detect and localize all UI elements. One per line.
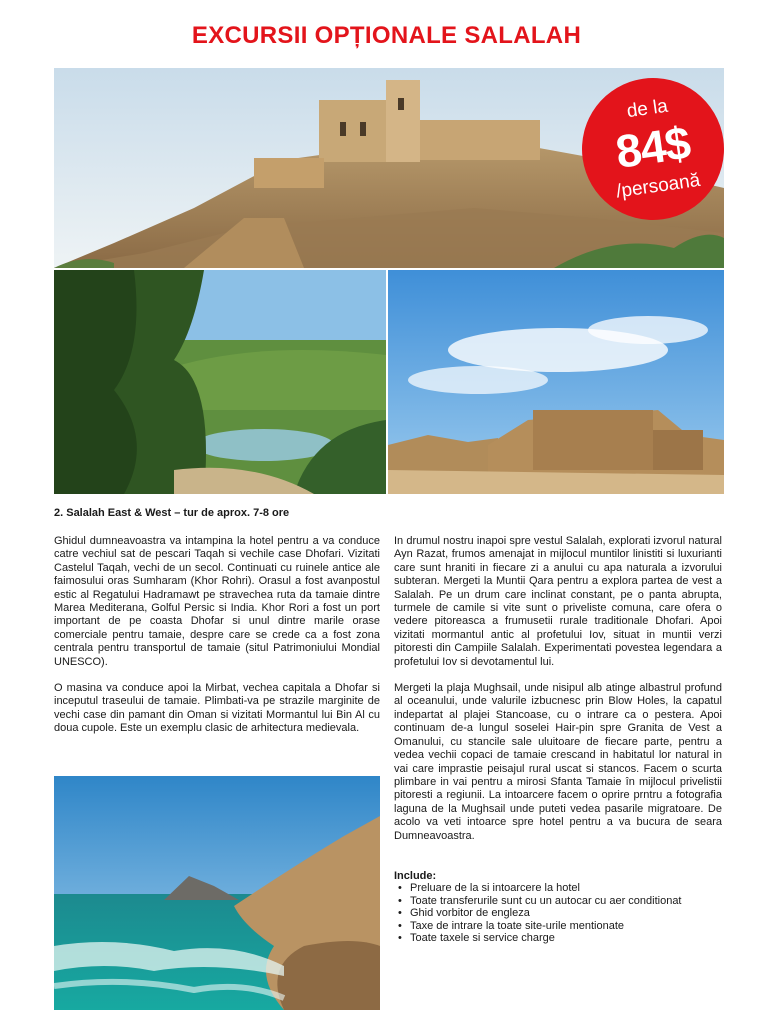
paragraph: O masina va conduce apoi la Mirbat, vechea capitala a Dhofar si inceputul traseului de tamaie. Plimbati-va pe strazile marginite de vechi case din pamant din Oman si vizitati Mormantul lui Bin Al cu doua cupole. Este un exemplu clasic de arhitectura medievala. bbox=[54, 682, 380, 735]
page-title: EXCURSII OPȚIONALE SALALAH bbox=[191, 22, 582, 49]
right-column bbox=[394, 535, 722, 856]
sumharam-ruins-photo bbox=[388, 270, 724, 494]
green-valley-photo bbox=[54, 270, 386, 494]
paragraph: Mergeti la plaja Mughsail, unde nisipul alb atinge albastrul profund al oceanului, unde valurile izbucnesc prin Blow Holes, la capatul indepartat al plajei Stancoase, cu o intrare ca o pestera. Apoi continuam de-a lungul soselei Hair-pin spre Granita de Vest a Omanului, cu stancile sale uluitoare de fiecare parte, pentru a vedea vechii copaci de tamaie crescand in habitatul lor natural in vai care imprastie peisajul rural uscat si stancos. Facem o scurta plimbare in vai pentru a mirosi Sfanta Tamaie în mijlocul privelistii pitoresti a regiunii. La intoarcere facem o oprire prntru a fotografia laguna de la Mughsail unde puteti vedea pasarile migratoare. De acolo va veti intoarce spre hotel pentru a va bucura de seara Dumneavoastra. bbox=[394, 682, 722, 842]
list-item: • Ghid vorbitor de engleza bbox=[394, 907, 722, 919]
paragraph: In drumul nostru inapoi spre vestul Salalah, explorati izvorul natural Ayn Razat, frumos amenajat in mijlocul muntilor linistiti si luxurianti care sunt hraniti in fiecare zi a anului cu apa naturala a izvorului subteran. Mergeti la Muntii Qara pentru a explora partea de vest a Salalah. Pe un drum care inclinat constant, pe o panta abrupta, turmele de camile si vite sunt o priveliste comuna, care ofera o vedere pitoreasca a frumusetii rurale traditionale Dhofari. Apoi vizitati mormantul antic al profetului Iov, situat in muntii verzi pitoresti din Campiile Salalah. Experimentati povestea legendara a profetului Iov si devotamentul lui. bbox=[394, 535, 722, 668]
paragraph: Ghidul dumneavoastra va intampina la hotel pentru a va conduce catre vechiul sat de pescari Taqah si vechile case Dhofari. Vizitati Castelul Taqah, vechi de un secol. Continuati cu ruinele antice ale faimosului oras Sumharam (Khor Rohri). Orasul a fost avanpostul estic al Regatului Hadramawt pe stravechea ruta da tamaie dintre Marea Mediterana, Golful Persic si India. Khor Rori a fost un port important de pe coasta Dhofar si unul dintre marile orase comerciale pentru tamaie, despre care se crede ca a fost zona centrala pentru transportul de tamaie (situl Patrimoniului Mondial UNESCO). bbox=[54, 535, 380, 668]
includes-title: Include: bbox=[394, 870, 437, 882]
list-item: • Taxe de intrare la toate site-urile mentionate bbox=[394, 920, 722, 932]
mughsail-coast-photo bbox=[54, 776, 380, 1010]
includes-list bbox=[394, 870, 722, 944]
price-prefix: de la bbox=[625, 95, 670, 123]
price-suffix: /persoană bbox=[614, 169, 702, 203]
list-item: • Toate transferurile sunt cu un autocar cu aer conditionat bbox=[394, 895, 722, 907]
list-item: • Toate taxele si service charge bbox=[394, 932, 722, 944]
list-item: • Preluare de la si intoarcere la hotel bbox=[394, 882, 722, 894]
left-column bbox=[54, 535, 380, 749]
section-heading: 2. Salalah East & West – tur de aprox. 7-8 ore bbox=[54, 507, 290, 519]
price-value: 84$ bbox=[612, 116, 693, 178]
